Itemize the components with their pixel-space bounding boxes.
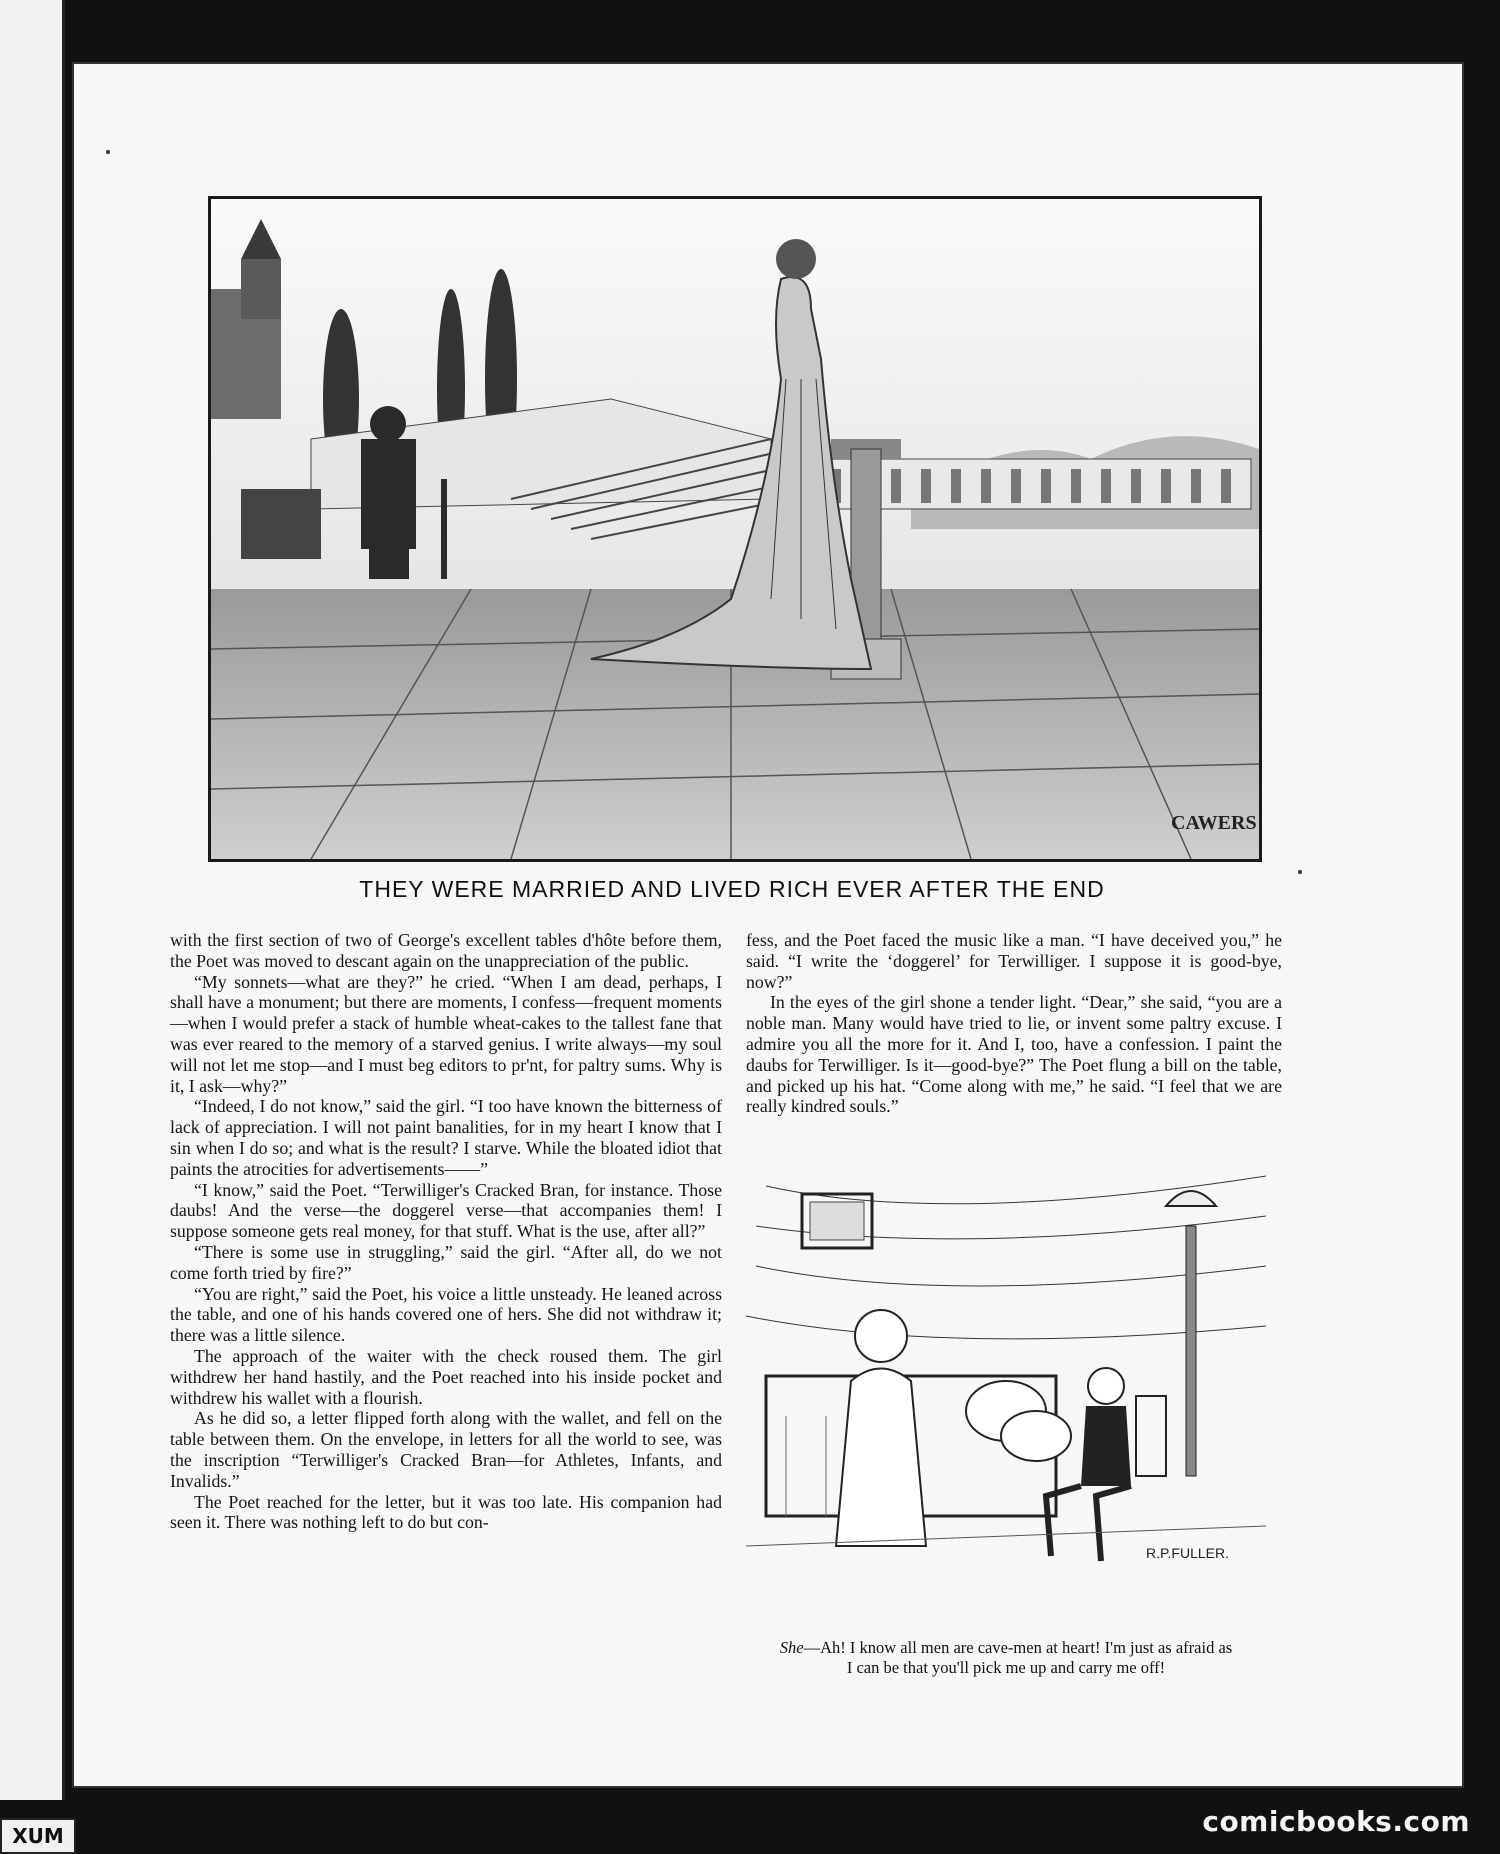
paragraph: “My sonnets—what are they?” he cried. “When I am dead, perhaps, I shall have a monument; but there are moments, I confess—frequent moments—when I would prefer a stack of humble wheat-cakes to the tallest fane that was ever reared to the memory of a starved genius. I write always—my soul will not let me stop—and I must beg editors to pr'nt, for paltry sums. Why is it, I ask—why?”	[170, 971, 722, 1096]
paragraph: The approach of the waiter with the check roused them. The girl withdrew her hand hastily, and the Poet reached into his inside pocket and withdrew his wallet with a flourish.	[170, 1345, 722, 1408]
paragraph: “I know,” said the Poet. “Terwilliger's Cracked Bran, for instance. Those daubs! And the verse—the doggerel verse—that accompanies them! I suppose someone gets real money, for that stuff. What is the use, after all?”	[170, 1179, 722, 1242]
cartoon-illustration	[746, 1166, 1266, 1590]
paragraph: “You are right,” said the Poet, his voice a little unsteady. He leaned across the table, and one of his hands covered one of hers. She did not withdraw it; there was a little silence.	[170, 1283, 722, 1346]
paragraph: As he did so, a letter flipped forth along with the wallet, and fell on the table between them. On the envelope, in letters for all the world to see, was the inscription “Terwilliger's Cracked Bran—for Athletes, Infants, and Invalids.”	[170, 1408, 722, 1491]
cartoon-caption-line1: She—Ah! I know all men are cave-men at heart! I'm just as afraid as	[779, 1638, 1233, 1657]
paragraph: fess, and the Poet faced the music like a man. “I have deceived you,” he said. “I write the ‘doggerel’ for Terwilliger. I suppose it is good-bye, now?”	[746, 930, 1282, 992]
right-text-column	[746, 930, 1282, 1117]
left-text-column	[170, 930, 722, 1533]
paragraph: with the first section of two of George's excellent tables d'hôte before them, the Poet was moved to descant again on the unappreciation of the public.	[170, 930, 722, 971]
top-illustration-signature: CAWERS	[1171, 812, 1257, 834]
site-watermark: comicbooks.com	[1202, 1805, 1470, 1838]
corner-tab: XUM	[0, 1818, 76, 1854]
paragraph: In the eyes of the girl shone a tender light. “Dear,” she said, “you are a noble man. Many would have tried to lie, or invent some paltry excuse. I admire you all the more for it. And I, too, have a confession. I paint the daubs for Terwilliger. Is it—good-bye?” The Poet flung a bill on the table, and picked up his hat. “Come along with me,” he said. “I feel that we are really kindred souls.”	[746, 992, 1282, 1117]
page-speck	[1298, 870, 1302, 874]
paragraph: “There is some use in struggling,” said the girl. “After all, do we not come forth tried by fire?”	[170, 1241, 722, 1283]
adjacent-page-edge	[0, 0, 65, 1800]
cartoon-signature: R.P.FULLER.	[1146, 1545, 1229, 1561]
terrace-illustration	[208, 196, 1262, 862]
page-speck	[106, 150, 110, 154]
speaker-label: She	[779, 1638, 804, 1657]
cartoon-caption-line2: I can be that you'll pick me up and carry me off!	[846, 1658, 1166, 1677]
paragraph: “Indeed, I do not know,” said the girl. “I too have known the bitterness of lack of appreciation. I will not paint banalities, for in my heart I know that I sin when I do so; and what is the result? I starve. While the bloated idiot that paints the atrocities for advertisements——”	[170, 1096, 722, 1179]
main-illustration-caption: THEY WERE MARRIED AND LIVED RICH EVER AFTER THE END	[359, 876, 1105, 902]
cartoon-caption	[746, 1638, 1266, 1678]
paragraph: The Poet reached for the letter, but it was too late. His companion had seen it. There was nothing left to do but con-	[170, 1491, 722, 1533]
